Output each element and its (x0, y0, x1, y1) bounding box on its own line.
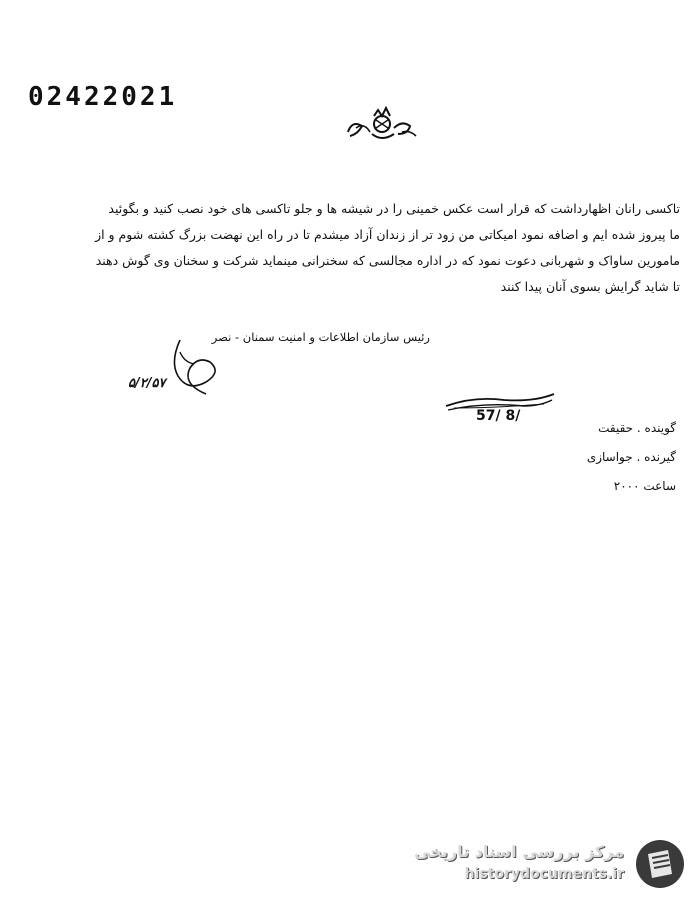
body-line: مامورین ساواک و شهربانی دعوت نمود که در اداره مجالسی که سخنرانی مینماید شرکت و سخنان وی گوش دهند (95, 253, 680, 268)
speaker-line: گوینده . حقیقت (598, 421, 676, 435)
footer-url[interactable]: historydocuments.ir (464, 866, 624, 882)
footer-title: مرکز بررسی اسناد تاریخی (414, 842, 624, 861)
signature-date: ۵/۲/۵۷ (128, 376, 166, 391)
receiver-line: گیرنده . جواسازی (586, 450, 676, 464)
document-body (14, 196, 680, 300)
handwritten-signature (110, 332, 240, 404)
body-line: تا شاید گرایش بسوی آنان پیدا کنند (500, 279, 680, 294)
body-line: تاکسی رانان اظهارداشت که قرار است عکس خمینی را در شیشه ها و جلو تاکسی های خود نصب کنید و بگوئید (108, 201, 680, 216)
signature-title: رئیس سازمان اطلاعات و امنیت سمنان - نصر (211, 330, 430, 344)
document-stack-logo-icon (634, 838, 686, 890)
time-line: ساعت ۲۰۰۰ (613, 479, 676, 493)
document-number: 02422021 (28, 82, 178, 112)
document-meta (480, 414, 676, 501)
body-line: ما پیروز شده ایم و اضافه نمود امیکاتی من زود تر از زندان آزاد میشدم تا در راه این نهضت بزرگ کشته شوم و از (95, 227, 680, 242)
lion-sun-emblem-icon (342, 102, 420, 142)
stamp-date: 57/ 8/ (476, 408, 521, 424)
footer-watermark (414, 836, 694, 892)
